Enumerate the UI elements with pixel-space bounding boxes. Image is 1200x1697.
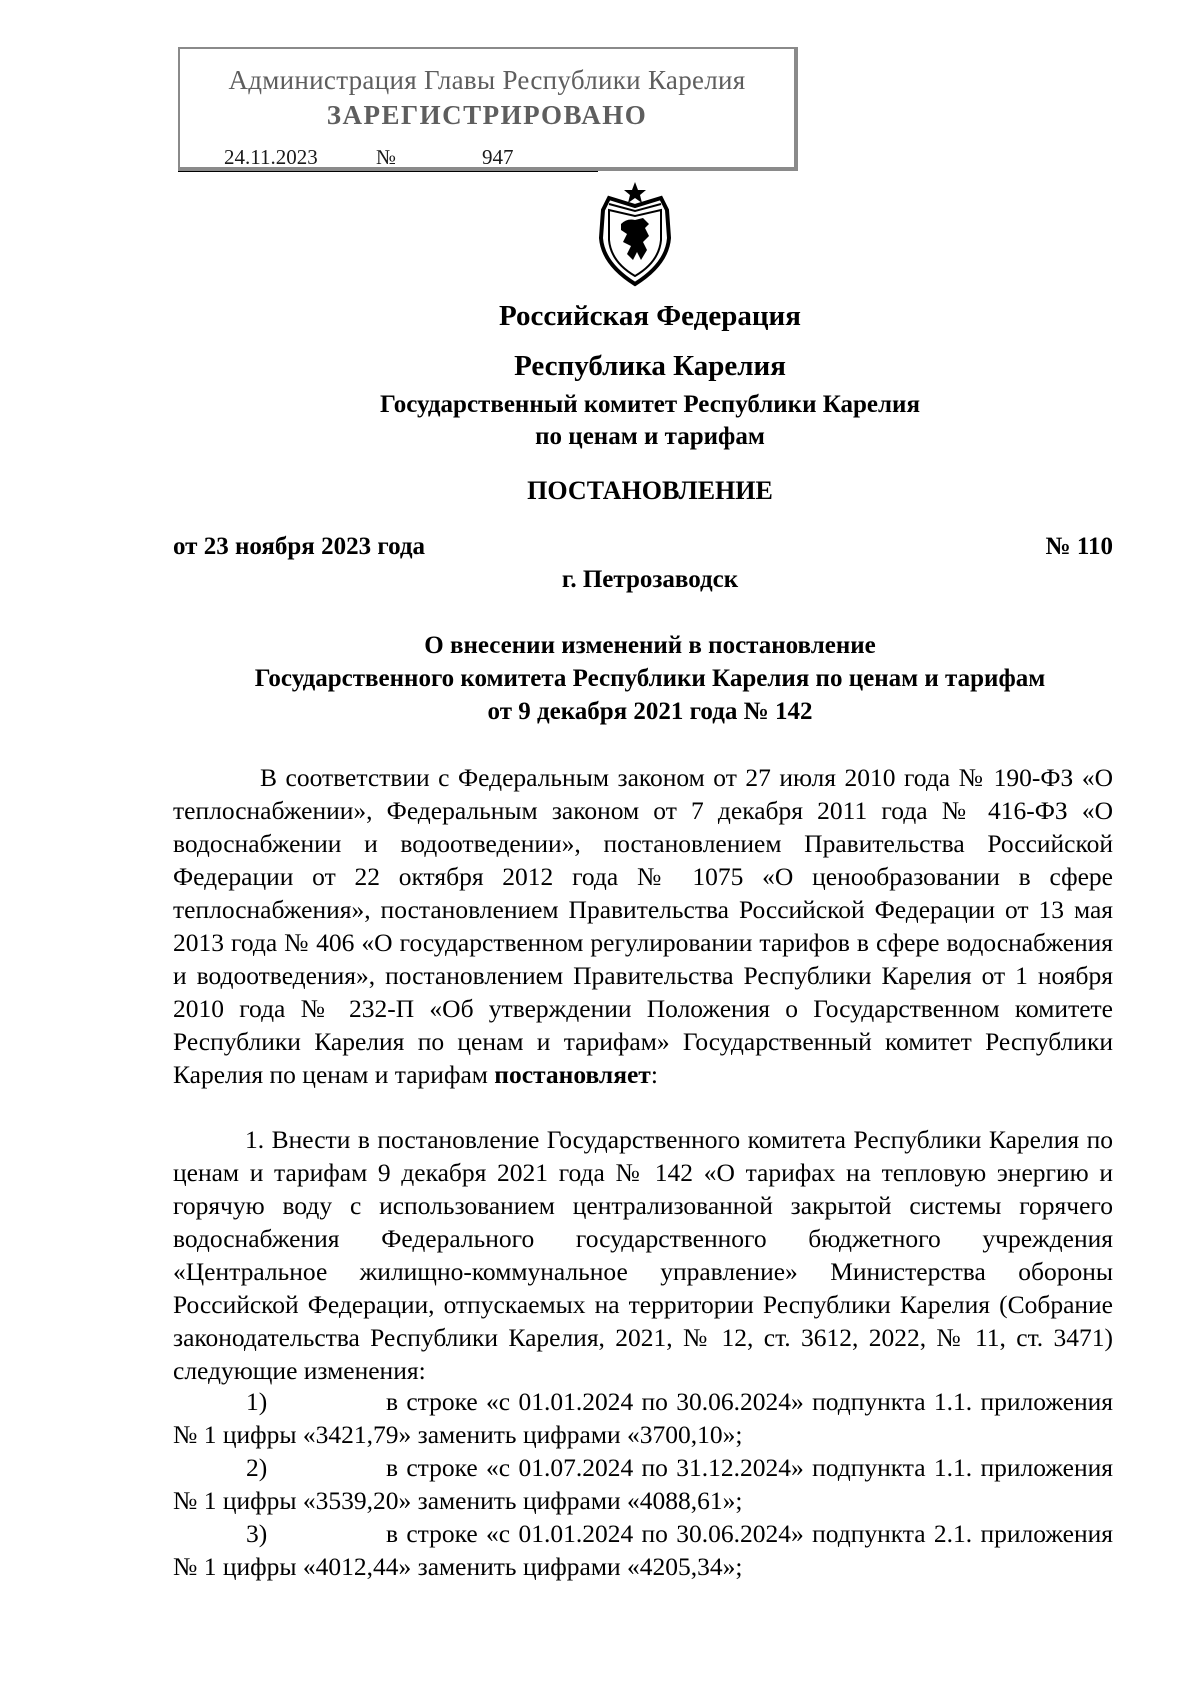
subitem-1 [173, 1385, 1113, 1451]
subitem-number: 1) [246, 1387, 268, 1416]
title-line2: Государственного комитета Республики Карелия по ценам и тарифам [254, 665, 1046, 692]
subitem-2 [173, 1451, 1113, 1517]
coat-of-arms-icon [587, 180, 683, 288]
document-date: от 23 ноября 2023 года [173, 533, 425, 560]
intro-end: : [650, 1060, 658, 1089]
intro-paragraph [173, 761, 1113, 1091]
committee-heading-line1: Государственный комитет Республики Карелия [380, 391, 920, 418]
subitem-line1: в строке «с 01.07.2024 по 31.12.2024» подпункта 1.1. приложения [386, 1453, 1113, 1482]
title-line1: О внесении изменений в постановление [424, 632, 876, 659]
subitem-line1: в строке «с 01.01.2024 по 30.06.2024» подпункта 2.1. приложения [386, 1519, 1113, 1548]
stamp-registered-text: ЗАРЕГИСТРИРОВАНО [326, 100, 648, 130]
committee-heading-line2: по ценам и тарифам [535, 423, 765, 450]
stamp-number: 947 [482, 145, 514, 169]
subitem-number: 3) [246, 1519, 268, 1548]
subitem-line2: № 1 цифры «4012,44» заменить цифрами «4205,34»; [173, 1552, 743, 1581]
subitem-3 [173, 1517, 1113, 1583]
document-type: ПОСТАНОВЛЕНИЕ [527, 476, 773, 505]
document-number: № 110 [1045, 533, 1113, 560]
item-1-text: 1. Внести в постановление Государственного комитета Республики Карелия по ценам и тарифам 9 декабря 2021 года № 142 «О тарифах на тепловую энергию и горячую воду с использованием централизованной закрытой системы горячего водоснабжения Федерального государственного бюджетного учреждения «Центральное жилищно-коммунальное управление» Министерства обороны Российской Федерации, отпускаемых на территории Республики Карелия (Собрание законодательства Республики Карелия, 2021, № 12, ст. 3612, 2022, № 11, ст. 3471) следующие изменения: [173, 1125, 1113, 1385]
country-heading: Российская Федерация [499, 300, 801, 332]
stamp-admin-text: Администрация Главы Республики Карелия [228, 65, 746, 95]
republic-heading: Республика Карелия [514, 350, 786, 382]
subitem-line2: № 1 цифры «3421,79» заменить цифрами «3700,10»; [173, 1420, 743, 1449]
item-1-paragraph [173, 1123, 1113, 1387]
subitem-number: 2) [246, 1453, 268, 1482]
stamp-registration-line [178, 141, 598, 172]
intro-bold-word: постановляет [494, 1060, 651, 1089]
subitem-line2: № 1 цифры «3539,20» заменить цифрами «4088,61»; [173, 1486, 743, 1515]
document-city: г. Петрозаводск [561, 566, 739, 593]
registration-stamp [178, 47, 798, 171]
title-line3: от 9 декабря 2021 года № 142 [487, 698, 813, 725]
subitem-line1: в строке «с 01.01.2024 по 30.06.2024» подпункта 1.1. приложения [386, 1387, 1113, 1416]
stamp-number-sign: № [376, 145, 397, 169]
intro-text: В соответствии с Федеральным законом от 27 июля 2010 года № 190-ФЗ «О теплоснабжении», Федеральным законом от 7 декабря 2011 года № 416-ФЗ «О водоснабжении и водоотведении», постановлением Правительства Российской Федерации от 22 октября 2012 года № 1075 «О ценообразовании в сфере теплоснабжения», постановлением Правительства Российской Федерации от 13 мая 2013 года № 406 «О государственном регулировании тарифов в сфере водоснабжения и водоотведения», постановлением Правительства Республики Карелия от 1 ноября 2010 года № 232-П «Об утверждении Положения о Государственном комитете Республики Карелия по ценам и тарифам» Государственный комитет Республики Карелия по ценам и тарифам [173, 763, 1113, 1089]
stamp-date: 24.11.2023 [224, 145, 318, 169]
